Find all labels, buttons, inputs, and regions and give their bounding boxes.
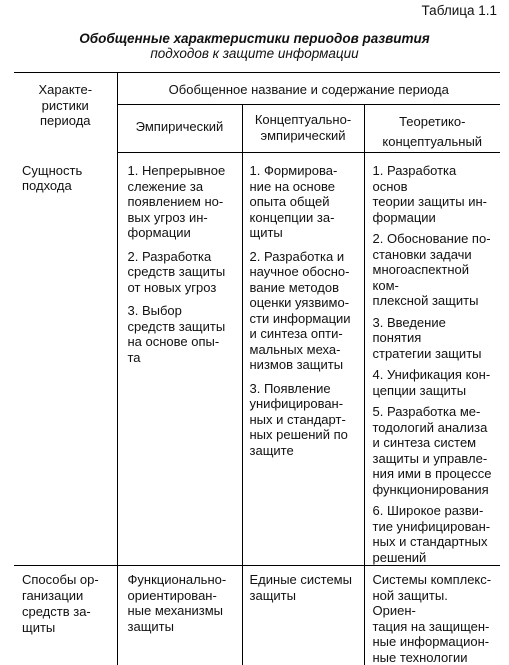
list-item: 3. Введение понятия стратегии защиты [373, 315, 495, 362]
caption-line-1: Обобщенные характеристики периодов развития [0, 31, 509, 46]
column-header-conceptual-empirical: Концептуально- эмпирический [242, 105, 364, 153]
row-header-cell: Характе- ристики периода [14, 73, 117, 153]
list-item: 3. Появление унифицирован- ных и стандарт- ных решений по защите [250, 381, 358, 459]
list-item: 1. Формирова- ние на основе опыта общей концепции за- щиты [250, 163, 358, 241]
cell-essence-empirical [117, 153, 242, 566]
list-item: 5. Разработка ме- тодологий анализа и синтеза систем защиты и управле- ния ими в процессе функционирования [373, 404, 495, 497]
table-row [14, 153, 500, 566]
group-header-cell: Обобщенное название и содержание периода [117, 73, 500, 105]
column-header-empirical: Эмпирический [117, 105, 242, 153]
list-item: 2. Разработка и научное обосно- вание методов оценки уязвимо- сти информации и синтеза опти- мальных меха- низмов защиты [250, 249, 358, 373]
table-caption [0, 31, 509, 61]
cell-organization-theoretical-conceptual: Системы комплекс- ной защиты. Ориен- тация на защищен- ные информацион- ные технологии [364, 566, 500, 665]
characteristics-table [14, 72, 500, 665]
column-header-theoretical-conceptual: Теоретико- концептуальный [364, 105, 500, 153]
cell-organization-conceptual-empirical: Единые системы защиты [242, 566, 364, 665]
table-row [14, 566, 500, 665]
list-item: 1. Разработка основ теории защиты ин- формации [373, 163, 495, 225]
cell-organization-empirical: Функционально- ориентирован- ные механизмы защиты [117, 566, 242, 665]
list-item: 4. Унификация кон- цепции защиты [373, 367, 495, 398]
caption-line-2: подходов к защите информации [0, 46, 509, 61]
row-label-essence: Сущность подхода [14, 153, 117, 566]
list-item: 2. Разработка средств защиты от новых угроз [128, 249, 236, 296]
list-item: 6. Широкое разви- тие унифицирован- ных и стандартных решений [373, 503, 495, 565]
row-label-organization: Способы ор- ганизации средств за- щиты [14, 566, 117, 665]
list-item: 2. Обоснование по- становки задачи многоаспектной ком- плексной защиты [373, 231, 495, 309]
cell-essence-conceptual-empirical [242, 153, 364, 566]
list-item: 1. Непрерывное слежение за появлением но- вых угроз ин- формации [128, 163, 236, 241]
table-number: Таблица 1.1 [422, 3, 497, 18]
list-item: 3. Выбор средств защиты на основе опы- та [128, 303, 236, 365]
cell-essence-theoretical-conceptual [364, 153, 500, 566]
